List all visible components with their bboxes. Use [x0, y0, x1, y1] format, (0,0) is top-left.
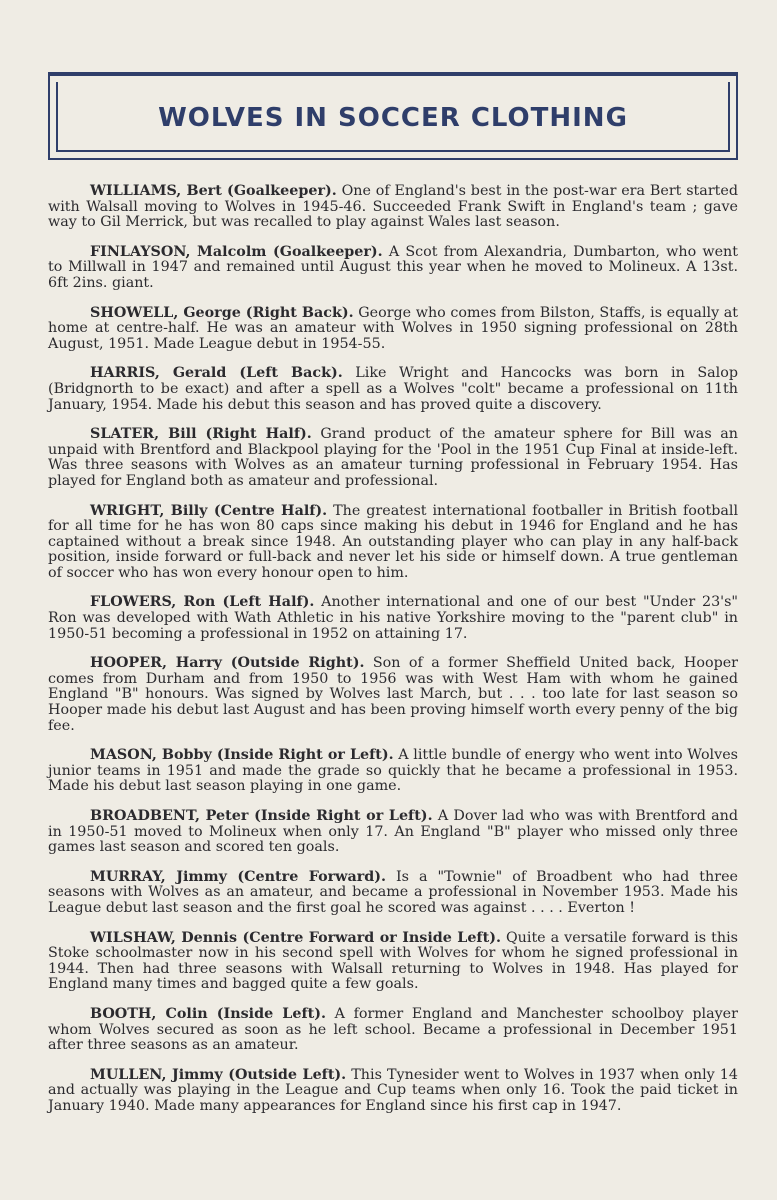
- player-name: WILSHAW, Dennis (Centre Forward or Inside Left).: [90, 929, 501, 946]
- player-name: BOOTH, Colin (Inside Left).: [90, 1005, 326, 1022]
- player-description: A Dover lad who was with Brentford and in 1950-51 moved to Molineux when only 17. An England "B" player who missed only three games last season and scored ten goals.: [48, 808, 739, 856]
- player-entry: [48, 748, 738, 795]
- player-name: WRIGHT, Billy (Centre Half).: [90, 502, 328, 519]
- player-description: A little bundle of energy who went into Wolves junior teams in 1951 and made the grade so quickly that he became a professional in 1953. Made his debut last season playing in one game.: [48, 747, 739, 795]
- player-description: George who comes from Bilston, Staffs, is equally at home at centre-half. He was an amateur with Wolves in 1950 signing professional on 28th August, 1951. Made League debut in 1954-55.: [48, 304, 739, 352]
- player-entry: [48, 656, 738, 734]
- player-entries: [48, 184, 738, 1129]
- player-description: Son of a former Sheffield United back, Hooper comes from Durham and from 1950 to 1956 was with West Ham with whom he gained England "B" honours. Was signed by Wolves last March, but . . . too late for last season so Hooper made his debut last August and has been proving himself worth every penny of the big fee.: [48, 655, 739, 734]
- player-description: The greatest international footballer in British football for all time for he has won 80 caps since making his debut in 1946 for England and he has captained without a break since 1948. An outstanding player who can play in any half-back position, inside forward or full-back and never let his side or himself down. A true gentleman of soccer who has won every honour open to him.: [48, 502, 739, 581]
- player-name: FINLAYSON, Malcolm (Goalkeeper).: [90, 243, 383, 260]
- player-entry: [48, 809, 738, 856]
- player-name: BROADBENT, Peter (Inside Right or Left).: [90, 808, 433, 824]
- player-name: FLOWERS, Ron (Left Half).: [90, 594, 315, 611]
- player-name: SHOWELL, George (Right Back).: [90, 304, 354, 321]
- page-title: WOLVES IN SOCCER CLOTHING: [158, 103, 628, 133]
- player-description: One of England's best in the post-war era Bert started with Walsall moving to Wolves in 1945-46. Succeeded Frank Swift in England's team ; gave way to Gil Merrick, but was recalled to play against Wales last season.: [48, 183, 739, 231]
- player-description: Quite a versatile forward is this Stoke schoolmaster now in his second spell with Wolves for whom he signed professional in 1944. Then had three seasons with Walsall returning to Wolves in 1948. Has played for England many times and bagged quite a few goals.: [48, 929, 738, 993]
- player-entry: [48, 1007, 738, 1054]
- player-name: HOOPER, Harry (Outside Right).: [90, 655, 365, 672]
- player-description: This Tynesider went to Wolves in 1937 when only 14 and actually was playing in the League and Cup teams when only 16. Took the paid ticket in January 1940. Made many appearances for England since his first cap in 1947.: [48, 1066, 739, 1114]
- player-description: Grand product of the amateur sphere for Bill was an unpaid with Brentford and Blackpool playing for the 'Pool in the 1951 Cup Final at inside-left. Was three seasons with Wolves as an amateur turning professional in February 1954. Has played for England both as amateur and professional.: [48, 426, 739, 489]
- player-name: MULLEN, Jimmy (Outside Left).: [90, 1066, 347, 1083]
- player-entry: [48, 245, 738, 292]
- player-description: A Scot from Alexandria, Dumbarton, who went to Millwall in 1947 and remained until August this year when he moved to Molineux. A 13st. 6ft 2ins. giant.: [48, 243, 739, 291]
- player-entry: [48, 931, 738, 993]
- player-description: Is a "Townie" of Broadbent who had three seasons with Wolves as an amateur, and became a professional in November 1953. Made his League debut last season and the first goal he scored was against . . . . Everton !: [48, 868, 739, 916]
- player-name: HARRIS, Gerald (Left Back).: [90, 365, 343, 382]
- player-description: A former England and Manchester schoolboy player whom Wolves secured as soon as he left school. Became a professional in December 1951 after three seasons as an amateur.: [48, 1005, 738, 1054]
- player-description: Like Wright and Hancocks was born in Salop (Bridgnorth to be exact) and after a spell as a Wolves "colt" became a professional on 11th January, 1954. Made his debut this season and has proved quite a discovery.: [48, 365, 738, 413]
- player-name: MURRAY, Jimmy (Centre Forward).: [90, 868, 387, 885]
- title-banner-inner-frame: [56, 82, 730, 152]
- title-banner: [48, 72, 738, 160]
- player-entry: [48, 504, 738, 582]
- player-entry: [48, 870, 738, 917]
- player-entry: [48, 427, 738, 489]
- player-entry: [48, 366, 738, 413]
- player-entry: [48, 184, 738, 231]
- player-name: MASON, Bobby (Inside Right or Left).: [90, 747, 394, 764]
- player-name: SLATER, Bill (Right Half).: [90, 426, 312, 443]
- player-entry: [48, 1068, 738, 1115]
- player-name: WILLIAMS, Bert (Goalkeeper).: [90, 183, 337, 199]
- player-entry: [48, 595, 738, 642]
- player-entry: [48, 306, 738, 353]
- player-description: Another international and one of our best "Under 23's" Ron was developed with Wath Athletic in his native Yorkshire moving to the "parent club" in 1950-51 becoming a professional in 1952 on attaining 17.: [48, 594, 739, 642]
